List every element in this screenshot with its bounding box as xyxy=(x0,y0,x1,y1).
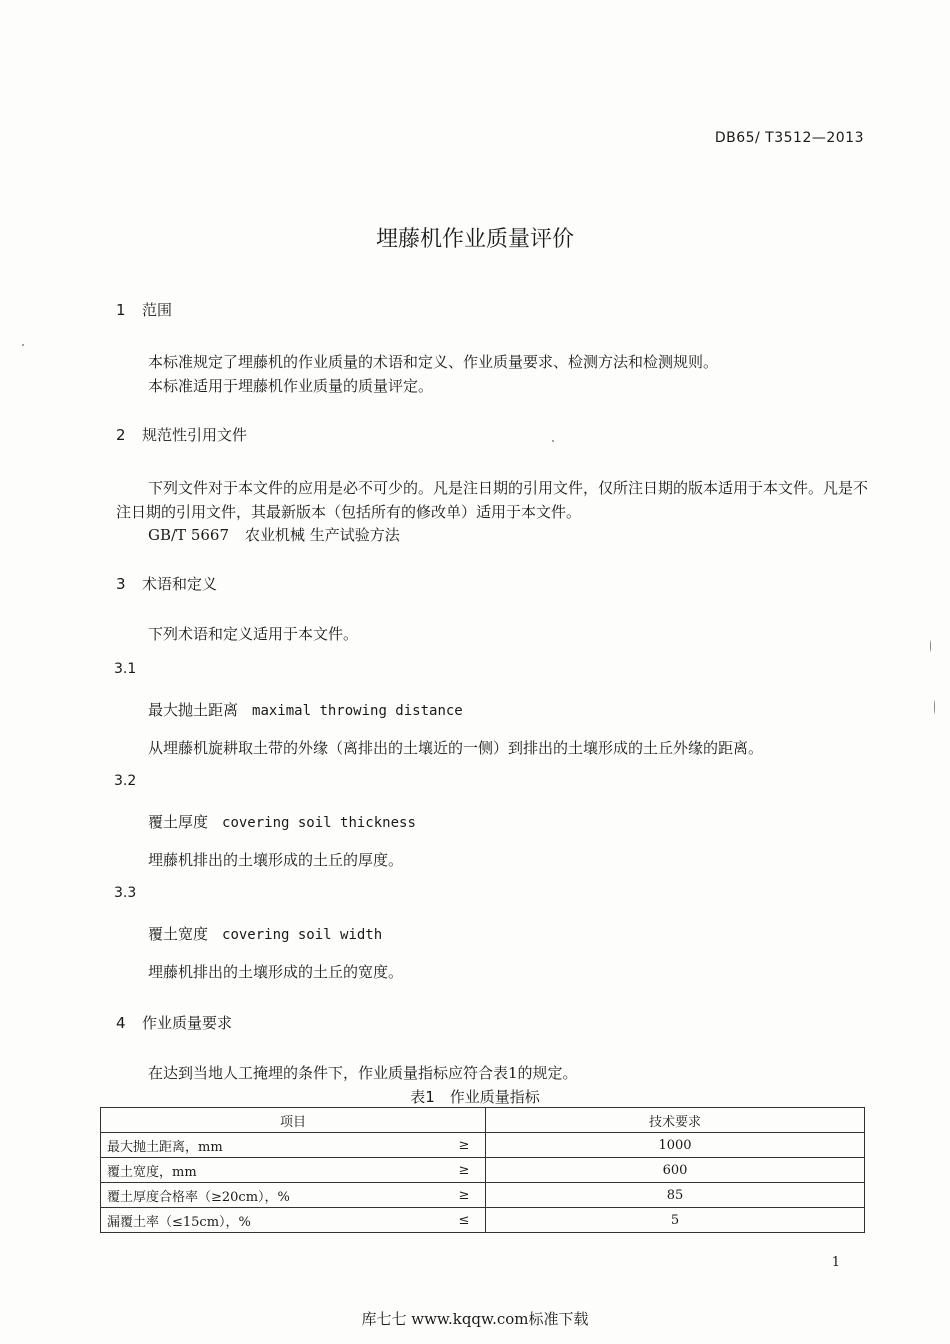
scope-paragraph-1: 本标准规定了埋藤机的作业质量的术语和定义、作业质量要求、检测方法和检测规则。 xyxy=(148,353,719,371)
header-item: 项目 xyxy=(101,1108,486,1133)
term-cn: 最大抛土距离 xyxy=(148,701,239,719)
term-en: covering soil width xyxy=(222,927,383,943)
scan-speck xyxy=(930,640,931,652)
term-en: maximal throwing distance xyxy=(252,703,463,719)
section-2-heading xyxy=(116,424,247,445)
term-definition: 埋藤机排出的土壤形成的土丘的宽度。 xyxy=(148,963,404,981)
term-cn: 覆土厚度 xyxy=(148,813,209,831)
term-definition: 埋藤机排出的土壤形成的土丘的厚度。 xyxy=(148,851,404,869)
section-title: 范围 xyxy=(142,301,173,319)
term-number: 3.3 xyxy=(114,885,137,901)
row-value: 600 xyxy=(486,1158,865,1183)
scan-speck xyxy=(934,700,935,714)
footer-watermark: 库七七 www.kqqw.com标准下载 xyxy=(361,1310,589,1328)
table-header-row xyxy=(101,1108,865,1133)
term-number: 3.1 xyxy=(114,661,137,677)
section-4-heading xyxy=(116,1012,232,1033)
document-title: 埋藤机作业质量评价 xyxy=(375,227,574,252)
row-item: 覆土宽度，mm xyxy=(101,1158,444,1183)
section-title: 作业质量要求 xyxy=(142,1014,233,1032)
section-1-heading xyxy=(116,299,172,320)
row-operator: ≤ xyxy=(443,1208,486,1233)
section-number: 1 xyxy=(116,301,126,319)
requirements-paragraph: 在达到当地人工掩埋的条件下，作业质量指标应符合表1的规定。 xyxy=(148,1064,578,1082)
row-operator: ≥ xyxy=(443,1158,486,1183)
reference-code: GB/T 5667 xyxy=(148,526,230,544)
page-number: 1 xyxy=(831,1255,840,1270)
section-number: 4 xyxy=(116,1014,126,1032)
term-cn: 覆土宽度 xyxy=(148,925,209,943)
row-item: 漏覆土率（≤15cm），% xyxy=(101,1208,444,1233)
quality-table xyxy=(100,1107,865,1233)
row-item: 覆土厚度合格率（≥20cm），% xyxy=(101,1183,444,1208)
term-3-2 xyxy=(148,811,416,832)
table-row xyxy=(101,1158,865,1183)
table-caption: 表1 作业质量指标 xyxy=(410,1088,540,1106)
row-value: 5 xyxy=(486,1208,865,1233)
row-value: 1000 xyxy=(486,1133,865,1158)
scope-paragraph-2: 本标准适用于埋藤机作业质量的质量评定。 xyxy=(148,377,434,395)
section-3-heading xyxy=(116,573,217,594)
header-requirement: 技术要求 xyxy=(486,1108,865,1133)
term-number: 3.2 xyxy=(114,773,137,789)
reference-entry xyxy=(148,524,400,545)
document-code: DB65/ T3512—2013 xyxy=(714,130,864,146)
scan-speck xyxy=(552,440,554,442)
reference-title: 农业机械 生产试验方法 xyxy=(245,526,400,544)
term-3-1 xyxy=(148,699,463,720)
row-value: 85 xyxy=(486,1183,865,1208)
table-row xyxy=(101,1183,865,1208)
scan-speck xyxy=(22,344,24,346)
section-number: 3 xyxy=(116,575,126,593)
section-title: 规范性引用文件 xyxy=(142,426,248,444)
terms-intro: 下列术语和定义适用于本文件。 xyxy=(148,625,359,643)
section-title: 术语和定义 xyxy=(142,575,218,593)
row-operator: ≥ xyxy=(443,1183,486,1208)
table-row xyxy=(101,1208,865,1233)
term-3-3 xyxy=(148,923,382,944)
section-number: 2 xyxy=(116,426,126,444)
table-row xyxy=(101,1133,865,1158)
term-definition: 从埋藤机旋耕取土带的外缘（离排出的土壤近的一侧）到排出的土壤形成的土丘外缘的距离。 xyxy=(148,739,764,757)
references-paragraph: 下列文件对于本文件的应用是必不可少的。凡是注日期的引用文件，仅所注日期的版本适用于本文件。凡是不注日期的引用文件，其最新版本（包括所有的修改单）适用于本文件。 xyxy=(116,479,869,521)
row-item: 最大抛土距离，mm xyxy=(101,1133,444,1158)
row-operator: ≥ xyxy=(443,1133,486,1158)
term-en: covering soil thickness xyxy=(222,815,416,831)
